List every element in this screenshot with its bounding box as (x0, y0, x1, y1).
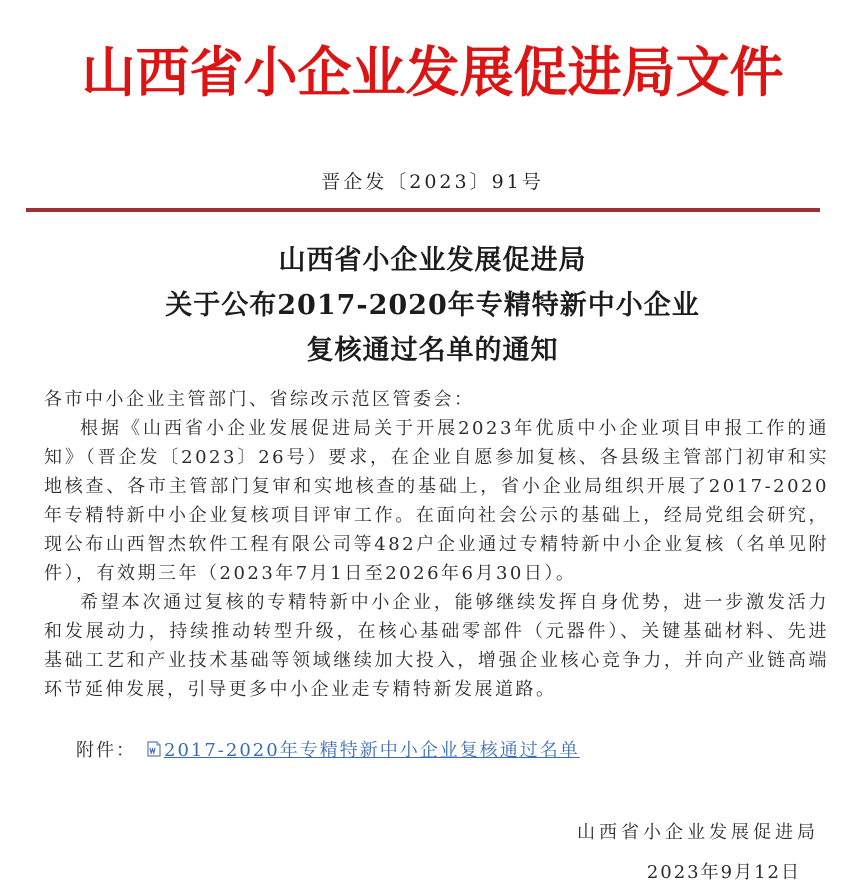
attachment-row (76, 736, 865, 762)
document-body (44, 385, 829, 704)
attachment-label: 附件： (76, 739, 136, 761)
document-title-line-3: 复核通过名单的通知 (306, 334, 559, 366)
document-date: 2023年9月12日 (646, 861, 801, 883)
document-header-title: 山西省小企业发展促进局文件 (81, 40, 784, 104)
body-paragraph-1: 根据《山西省小企业发展促进局关于开展2023年优质中小企业项目申报工作的通知》（晋企发〔2023〕26号）要求，在企业自愿参加复核、各县级主管部门初审和实地核查、各市主管部门复审和实地核查的基础上，省小企业局组织开展了2017-2020年专精特新中小企业复核项目评审工作。在面向社会公示的基础上，经局党组会研究，现公布山西智杰软件工程有限公司等482户企业通过专精特新中小企业复核（名单见附件），有效期三年（2023年7月1日至2026年6月30日）。 (44, 417, 829, 584)
document-title-line-2: 关于公布2017-2020年专精特新中小企业 (165, 289, 700, 321)
document-title (0, 238, 865, 373)
issuing-authority-signature: 山西省小企业发展促进局 (577, 821, 819, 843)
red-divider-rule (26, 208, 820, 212)
salutation-line: 各市中小企业主管部门、省综改示范区管委会： (44, 388, 475, 410)
document-number: 晋企发〔2023〕91号 (321, 170, 544, 193)
attachment-link[interactable]: 2017-2020年专精特新中小企业复核通过名单 (164, 739, 580, 761)
document-title-line-1: 山西省小企业发展促进局 (278, 244, 587, 276)
official-document-page (0, 36, 865, 892)
body-paragraph-2: 希望本次通过复核的专精特新中小企业，能够继续发挥自身优势，进一步激发活力和发展动力，持续推动转型升级，在核心基础零部件（元器件）、关键基础材料、先进基础工艺和产业技术基础等领域继续加大投入，增强企业核心竞争力，并向产业链高端环节延伸发展，引导更多中小企业走专精特新发展道路。 (44, 591, 829, 700)
word-doc-icon (146, 741, 162, 757)
